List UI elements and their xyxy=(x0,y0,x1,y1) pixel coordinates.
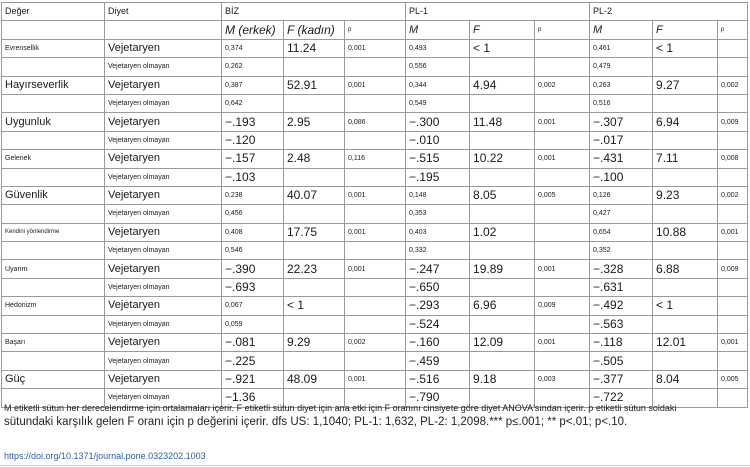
cell-biz-f xyxy=(284,278,345,296)
cell-biz-f xyxy=(284,58,345,76)
cell-pl1-m: −.515 xyxy=(406,150,470,168)
cell-pl2-p xyxy=(718,315,748,333)
cell-biz-p: 0,001 xyxy=(345,76,406,94)
cell-pl1-p xyxy=(535,131,590,149)
cell-pl1-f: 11.48 xyxy=(470,113,535,131)
value-cell xyxy=(2,205,105,223)
cell-pl1-p: 0,002 xyxy=(535,76,590,94)
cell-pl1-p xyxy=(535,168,590,186)
cell-biz-m: −.157 xyxy=(222,150,284,168)
cell-pl1-m: 0,403 xyxy=(406,223,470,241)
cell-pl1-p xyxy=(535,352,590,370)
subheader-blank xyxy=(105,21,222,39)
cell-pl2-p xyxy=(718,278,748,296)
cell-pl2-m: −.377 xyxy=(590,370,653,388)
diet-cell: Vejetaryen olmayan xyxy=(105,278,222,296)
cell-pl2-p xyxy=(718,242,748,260)
cell-biz-p xyxy=(345,205,406,223)
cell-pl1-f xyxy=(470,242,535,260)
note-line-2: sütundaki karşılık gelen F oranı için p değerini içerir. dfs US: 1,1040; PL-1: 1,632, PL-2: 1,2098.*** p≤.001; ** p<.01; p<.10. xyxy=(4,416,628,428)
cell-pl1-p xyxy=(535,58,590,76)
diet-cell: Vejetaryen xyxy=(105,76,222,94)
cell-pl2-p xyxy=(718,168,748,186)
table-row-vegetarian xyxy=(2,297,748,315)
cell-biz-m: 0,408 xyxy=(222,223,284,241)
table-row-nonvegetarian xyxy=(2,242,748,260)
cell-pl1-p xyxy=(535,242,590,260)
diet-cell: Vejetaryen olmayan xyxy=(105,389,222,407)
cell-pl2-m: −.118 xyxy=(590,334,653,352)
diet-cell: Vejetaryen olmayan xyxy=(105,352,222,370)
cell-pl1-m: 0,332 xyxy=(406,242,470,260)
cell-pl1-f xyxy=(470,168,535,186)
cell-pl2-m: −.100 xyxy=(590,168,653,186)
cell-biz-m: −.103 xyxy=(222,168,284,186)
cell-biz-p xyxy=(345,94,406,112)
cell-pl2-m: −.017 xyxy=(590,131,653,149)
cell-biz-f xyxy=(284,205,345,223)
cell-biz-m: 0,238 xyxy=(222,186,284,204)
header-group-pl1: PL-1 xyxy=(406,3,590,21)
cell-pl1-f: 8.05 xyxy=(470,186,535,204)
cell-pl2-f: 9.27 xyxy=(653,76,718,94)
diet-cell: Vejetaryen olmayan xyxy=(105,242,222,260)
cell-biz-m: −.120 xyxy=(222,131,284,149)
cell-biz-p: 0,001 xyxy=(345,39,406,57)
cell-pl2-m: 0,516 xyxy=(590,94,653,112)
value-cell: Güç xyxy=(2,370,105,388)
cell-biz-p: 0,086 xyxy=(345,113,406,131)
cell-pl1-p xyxy=(535,39,590,57)
table-row-vegetarian xyxy=(2,370,748,388)
cell-pl2-f: 8.04 xyxy=(653,370,718,388)
header-diet: Diyet xyxy=(105,3,222,21)
cell-pl2-p: 0,009 xyxy=(718,113,748,131)
subheader-pl1-m: M xyxy=(406,21,470,39)
cell-pl1-f: 19.89 xyxy=(470,260,535,278)
value-cell xyxy=(2,131,105,149)
cell-pl2-m: 0,654 xyxy=(590,223,653,241)
cell-biz-f xyxy=(284,315,345,333)
cell-biz-p xyxy=(345,352,406,370)
cell-biz-p xyxy=(345,58,406,76)
cell-biz-m: −.225 xyxy=(222,352,284,370)
cell-biz-m: −.693 xyxy=(222,278,284,296)
header-group-biz: BİZ xyxy=(222,3,406,21)
cell-biz-m: 0,262 xyxy=(222,58,284,76)
cell-pl2-m: 0,461 xyxy=(590,39,653,57)
cell-biz-f: 40.07 xyxy=(284,186,345,204)
cell-biz-m: 0,059 xyxy=(222,315,284,333)
cell-pl1-p: 0,003 xyxy=(535,370,590,388)
cell-pl2-p: 0,008 xyxy=(718,150,748,168)
subheader-pl2-f: F xyxy=(653,21,718,39)
cell-pl2-p: 0,002 xyxy=(718,76,748,94)
cell-pl1-f: 6.96 xyxy=(470,297,535,315)
cell-pl1-m: −.516 xyxy=(406,370,470,388)
cell-pl2-p xyxy=(718,205,748,223)
cell-pl1-f xyxy=(470,131,535,149)
cell-biz-p: 0,002 xyxy=(345,334,406,352)
cell-pl1-m: −.790 xyxy=(406,389,470,407)
cell-pl2-p: 0,005 xyxy=(718,370,748,388)
cell-pl1-f: 4.94 xyxy=(470,76,535,94)
cell-pl2-f xyxy=(653,315,718,333)
value-cell: Gelenek xyxy=(2,150,105,168)
table-row-vegetarian xyxy=(2,76,748,94)
value-cell: Kendini yönlendirme xyxy=(2,223,105,241)
cell-biz-f xyxy=(284,352,345,370)
table-row-vegetarian xyxy=(2,113,748,131)
cell-pl1-f: < 1 xyxy=(470,39,535,57)
table-row-nonvegetarian xyxy=(2,94,748,112)
value-cell xyxy=(2,168,105,186)
cell-biz-p xyxy=(345,315,406,333)
cell-biz-m: −.081 xyxy=(222,334,284,352)
cell-pl1-f: 12.09 xyxy=(470,334,535,352)
cell-pl2-f: 7.11 xyxy=(653,150,718,168)
cell-biz-m: −.390 xyxy=(222,260,284,278)
cell-pl1-p: 0,005 xyxy=(535,186,590,204)
cell-pl1-f xyxy=(470,315,535,333)
value-cell: Güvenlik xyxy=(2,186,105,204)
cell-pl1-m: 0,353 xyxy=(406,205,470,223)
value-cell xyxy=(2,242,105,260)
header-row xyxy=(2,3,748,21)
cell-pl2-m: −.307 xyxy=(590,113,653,131)
cell-pl2-f xyxy=(653,131,718,149)
cell-pl2-p: 0,001 xyxy=(718,334,748,352)
cell-pl2-m: 0,126 xyxy=(590,186,653,204)
cell-pl2-f xyxy=(653,205,718,223)
cell-pl2-p: 0,001 xyxy=(718,223,748,241)
table-body xyxy=(2,39,748,407)
cell-pl2-m: 0,479 xyxy=(590,58,653,76)
header-group-pl2: PL-2 xyxy=(590,3,748,21)
value-cell xyxy=(2,315,105,333)
cell-pl2-m: 0,263 xyxy=(590,76,653,94)
cell-biz-f: 9.29 xyxy=(284,334,345,352)
subheader-pl1-f: F xyxy=(470,21,535,39)
cell-pl2-m: −.563 xyxy=(590,315,653,333)
cell-biz-m: 0,374 xyxy=(222,39,284,57)
value-cell: Uygunluk xyxy=(2,113,105,131)
cell-pl2-f xyxy=(653,168,718,186)
diet-cell: Vejetaryen xyxy=(105,113,222,131)
value-cell xyxy=(2,278,105,296)
diet-cell: Vejetaryen xyxy=(105,223,222,241)
cell-biz-p xyxy=(345,131,406,149)
cell-pl2-f xyxy=(653,94,718,112)
table-note xyxy=(4,402,746,429)
table-row-nonvegetarian xyxy=(2,168,748,186)
cell-biz-f xyxy=(284,168,345,186)
cell-pl2-p xyxy=(718,58,748,76)
cell-pl1-m: −.010 xyxy=(406,131,470,149)
cell-biz-f: 52.91 xyxy=(284,76,345,94)
cell-pl1-m: 0,556 xyxy=(406,58,470,76)
cell-pl2-p xyxy=(718,297,748,315)
table-row-nonvegetarian xyxy=(2,352,748,370)
cell-pl1-m: 0,344 xyxy=(406,76,470,94)
subheader-pl1-p: p xyxy=(535,21,590,39)
diet-cell: Vejetaryen olmayan xyxy=(105,94,222,112)
cell-biz-m: 0,642 xyxy=(222,94,284,112)
cell-pl1-m: 0,549 xyxy=(406,94,470,112)
subheader-pl2-m: M xyxy=(590,21,653,39)
diet-cell: Vejetaryen olmayan xyxy=(105,168,222,186)
cell-pl1-p xyxy=(535,94,590,112)
cell-biz-p: 0,116 xyxy=(345,150,406,168)
table-row-nonvegetarian xyxy=(2,278,748,296)
cell-pl2-f: 10.88 xyxy=(653,223,718,241)
cell-pl2-m: −.722 xyxy=(590,389,653,407)
cell-biz-m: 0,546 xyxy=(222,242,284,260)
table-row-nonvegetarian xyxy=(2,58,748,76)
table-row-nonvegetarian xyxy=(2,131,748,149)
cell-biz-f: < 1 xyxy=(284,297,345,315)
subheader-biz-m: M (erkek) xyxy=(222,21,284,39)
subheader-pl2-p: p xyxy=(718,21,748,39)
diet-cell: Vejetaryen olmayan xyxy=(105,131,222,149)
cell-pl1-f: 10.22 xyxy=(470,150,535,168)
cell-pl1-p: 0,009 xyxy=(535,297,590,315)
diet-cell: Vejetaryen olmayan xyxy=(105,315,222,333)
cell-pl2-p: 0,002 xyxy=(718,186,748,204)
diet-cell: Vejetaryen xyxy=(105,297,222,315)
results-table xyxy=(1,2,748,408)
cell-biz-f xyxy=(284,131,345,149)
cell-biz-f: 2.48 xyxy=(284,150,345,168)
diet-cell: Vejetaryen olmayan xyxy=(105,58,222,76)
diet-cell: Vejetaryen olmayan xyxy=(105,205,222,223)
cell-pl2-f xyxy=(653,278,718,296)
bottom-rule xyxy=(0,465,750,466)
cell-pl2-f: < 1 xyxy=(653,297,718,315)
cell-pl2-f: 6.94 xyxy=(653,113,718,131)
cell-pl1-p: 0,001 xyxy=(535,334,590,352)
subheader-biz-p: p xyxy=(345,21,406,39)
cell-pl1-f xyxy=(470,94,535,112)
subheader-blank xyxy=(2,21,105,39)
cell-pl2-m: −.431 xyxy=(590,150,653,168)
cell-pl2-f xyxy=(653,58,718,76)
cell-pl1-f: 9.18 xyxy=(470,370,535,388)
cell-biz-p xyxy=(345,278,406,296)
cell-pl1-f: 1.02 xyxy=(470,223,535,241)
cell-pl2-p xyxy=(718,39,748,57)
cell-pl1-m: −.293 xyxy=(406,297,470,315)
subheader-row xyxy=(2,21,748,39)
diet-cell: Vejetaryen xyxy=(105,370,222,388)
value-cell: Başarı xyxy=(2,334,105,352)
table-row-nonvegetarian xyxy=(2,315,748,333)
cell-pl1-p: 0,001 xyxy=(535,113,590,131)
cell-pl1-p xyxy=(535,223,590,241)
cell-pl1-m: −.650 xyxy=(406,278,470,296)
cell-pl1-f xyxy=(470,205,535,223)
cell-pl1-m: −.459 xyxy=(406,352,470,370)
table-row-vegetarian xyxy=(2,186,748,204)
cell-pl1-f xyxy=(470,278,535,296)
diet-cell: Vejetaryen xyxy=(105,260,222,278)
cell-biz-f: 17.75 xyxy=(284,223,345,241)
cell-biz-m: −1.36 xyxy=(222,389,284,407)
cell-pl1-p: 0,001 xyxy=(535,150,590,168)
diet-cell: Vejetaryen xyxy=(105,334,222,352)
cell-pl1-m: −.160 xyxy=(406,334,470,352)
diet-cell: Vejetaryen xyxy=(105,186,222,204)
cell-pl1-m: −.300 xyxy=(406,113,470,131)
header-value: Değer xyxy=(2,3,105,21)
cell-pl2-p xyxy=(718,94,748,112)
cell-pl2-m: −.505 xyxy=(590,352,653,370)
cell-biz-p: 0,001 xyxy=(345,223,406,241)
table-row-vegetarian xyxy=(2,334,748,352)
cell-pl1-m: 0,148 xyxy=(406,186,470,204)
doi-link[interactable]: https://doi.org/10.1371/journal.pone.0323202.1003 xyxy=(4,451,206,461)
cell-biz-f: 2.95 xyxy=(284,113,345,131)
cell-pl1-m: 0,493 xyxy=(406,39,470,57)
cell-biz-m: 0,387 xyxy=(222,76,284,94)
cell-biz-p: 0,001 xyxy=(345,186,406,204)
subheader-biz-f: F (kadın) xyxy=(284,21,345,39)
value-cell xyxy=(2,58,105,76)
value-cell xyxy=(2,352,105,370)
value-cell: Uyarım xyxy=(2,260,105,278)
cell-pl2-f: 9.23 xyxy=(653,186,718,204)
value-cell: Evrensellik xyxy=(2,39,105,57)
cell-pl2-f: 6.88 xyxy=(653,260,718,278)
cell-pl2-m: 0,427 xyxy=(590,205,653,223)
cell-biz-f: 48.09 xyxy=(284,370,345,388)
cell-pl2-f: 12.01 xyxy=(653,334,718,352)
cell-biz-m: 0,456 xyxy=(222,205,284,223)
cell-biz-m: −.193 xyxy=(222,113,284,131)
diet-cell: Vejetaryen xyxy=(105,150,222,168)
cell-pl1-f xyxy=(470,58,535,76)
cell-biz-f xyxy=(284,94,345,112)
cell-pl1-m: −.524 xyxy=(406,315,470,333)
cell-pl2-m: −.631 xyxy=(590,278,653,296)
cell-biz-m: −.921 xyxy=(222,370,284,388)
table-row-vegetarian xyxy=(2,223,748,241)
cell-pl2-p xyxy=(718,131,748,149)
cell-pl2-f: < 1 xyxy=(653,39,718,57)
cell-biz-p: 0,001 xyxy=(345,370,406,388)
cell-pl1-p: 0,001 xyxy=(535,260,590,278)
cell-pl2-p xyxy=(718,352,748,370)
cell-biz-p xyxy=(345,242,406,260)
cell-biz-f: 11.24 xyxy=(284,39,345,57)
note-line-1: M etiketli sütun her derecelendirme için ortalamaları içerir. F etiketli sütun diyet için ana etki için F oranını cinsiyete göre diyet ANOVA'sından içerir. p etiketli sütun soldaki xyxy=(4,403,677,413)
cell-pl1-p xyxy=(535,205,590,223)
cell-biz-p xyxy=(345,297,406,315)
cell-pl2-p: 0,009 xyxy=(718,260,748,278)
cell-pl2-f xyxy=(653,242,718,260)
cell-biz-f xyxy=(284,242,345,260)
cell-pl1-p xyxy=(535,315,590,333)
table-row-vegetarian xyxy=(2,150,748,168)
value-cell xyxy=(2,94,105,112)
cell-pl2-f xyxy=(653,352,718,370)
cell-biz-f: 22.23 xyxy=(284,260,345,278)
cell-pl2-m: −.492 xyxy=(590,297,653,315)
cell-biz-p: 0,001 xyxy=(345,260,406,278)
diet-cell: Vejetaryen xyxy=(105,39,222,57)
cell-pl2-m: −.328 xyxy=(590,260,653,278)
cell-biz-m: 0,067 xyxy=(222,297,284,315)
table-row-vegetarian xyxy=(2,39,748,57)
cell-pl1-m: −.195 xyxy=(406,168,470,186)
cell-pl1-p xyxy=(535,278,590,296)
cell-pl1-m: −.247 xyxy=(406,260,470,278)
cell-biz-p xyxy=(345,168,406,186)
cell-pl1-f xyxy=(470,352,535,370)
table-row-nonvegetarian xyxy=(2,205,748,223)
value-cell: Hedonizm xyxy=(2,297,105,315)
table-row-vegetarian xyxy=(2,260,748,278)
cell-pl2-m: 0,352 xyxy=(590,242,653,260)
value-cell: Hayırseverlik xyxy=(2,76,105,94)
